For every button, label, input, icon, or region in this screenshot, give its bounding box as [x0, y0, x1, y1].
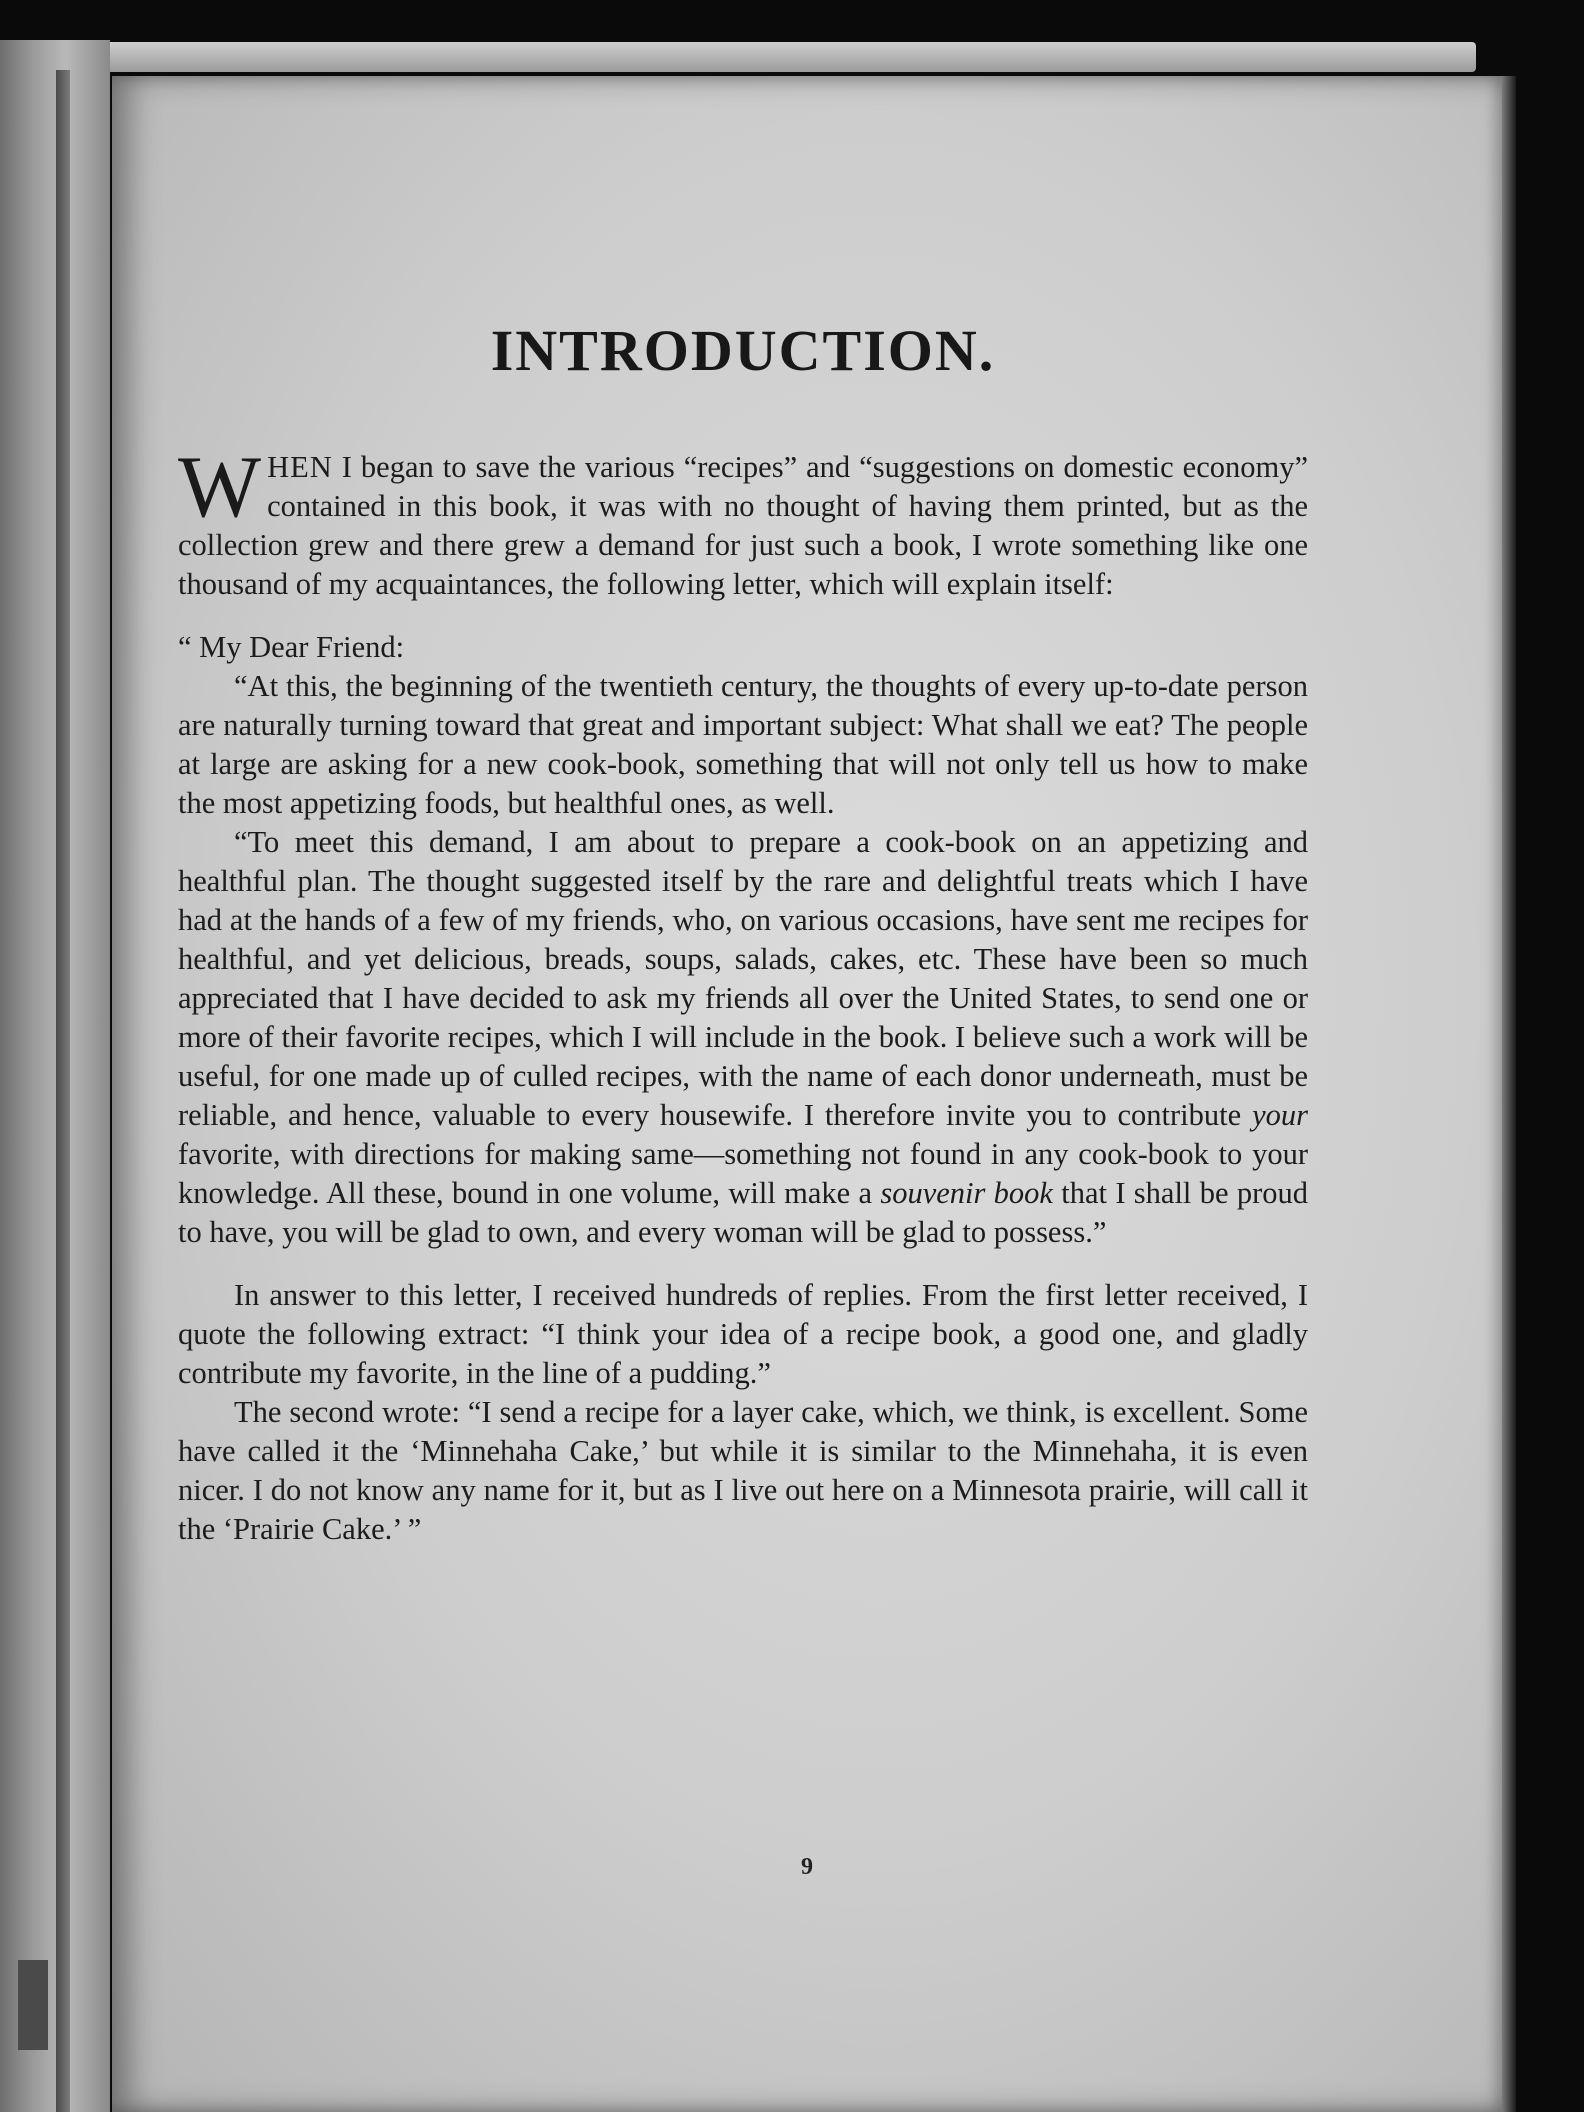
letter-p2-end: that I shall be proud to have, you will be glad to own, and every woman will be glad to possess.” [178, 1176, 1308, 1249]
spine-fragment [18, 1960, 48, 2050]
answer-paragraph-2: The second wrote: “I send a recipe for a layer cake, which, we think, is excellent. Some have called it the ‘Minnehaha Cake,’ but while it is similar to the Minnehaha, it is even nicer. I do not know any name for it, but as I live out here on a Minnesota prairie, will call it the ‘Prairie Cake.’ ” [178, 1395, 1308, 1546]
letter-paragraph-2 [178, 823, 1308, 1252]
intro-first-word: HEN [267, 450, 333, 484]
top-page-edge [36, 42, 1476, 72]
emphasis-souvenir-book: souvenir book [880, 1176, 1053, 1210]
letter-paragraph-1: “At this, the beginning of the twentieth century, the thoughts of every up-to-date person are naturally turning toward that great and important subject: What shall we eat? The people at large are asking for a new cook-book, something that will not only tell us how to make the most appetizing foods, but healthful ones, as well. [178, 669, 1308, 820]
page-number: 9 [801, 1854, 813, 1880]
page-text [178, 318, 1308, 1549]
letter-salutation: “ My Dear Friend: [178, 630, 405, 664]
page-right-shadow [1502, 76, 1516, 2112]
binding-shadow [56, 70, 70, 2112]
left-facing-page-edge [0, 40, 110, 2112]
letter-p2-middle: favorite, with directions for making same—something not found in any cook-book to your knowledge. All these, bound in one volume, will make a [178, 1137, 1308, 1210]
drop-cap: W [178, 439, 262, 536]
intro-text: I began to save the various “recipes” and “suggestions on domestic economy” contained in this book, it was with no thought of having them printed, but as the collection grew and there grew a demand for just such a book, I wrote something like one thousand of my acquaintances, the following letter, which will explain itself: [178, 450, 1308, 601]
emphasis-your: your [1252, 1098, 1308, 1132]
answer-paragraph-1: In answer to this letter, I received hundreds of replies. From the first letter received, I quote the following extract: “I think your idea of a recipe book, a good one, and gladly contribute my favorite, in the line of a pudding.” [178, 1278, 1308, 1390]
intro-paragraph [178, 439, 1308, 604]
letter-p2-start: “To meet this demand, I am about to prepare a cook-book on an appetizing and healthful plan. The thought suggested itself by the rare and delightful treats which I have had at the hands of a few of my friends, who, on various occasions, have sent me recipes for healthful, and yet delicious, breads, soups, salads, cakes, etc. These have been so much appreciated that I have decided to ask my friends all over the United States, to send one or more of their favorite recipes, which I will include in the book. I believe such a work will be useful, for one made up of culled recipes, with the name of each donor underneath, must be reliable, and hence, valuable to every housewife. I therefore invite you to contribute [178, 825, 1308, 1132]
page-title: INTRODUCTION. [490, 318, 996, 383]
